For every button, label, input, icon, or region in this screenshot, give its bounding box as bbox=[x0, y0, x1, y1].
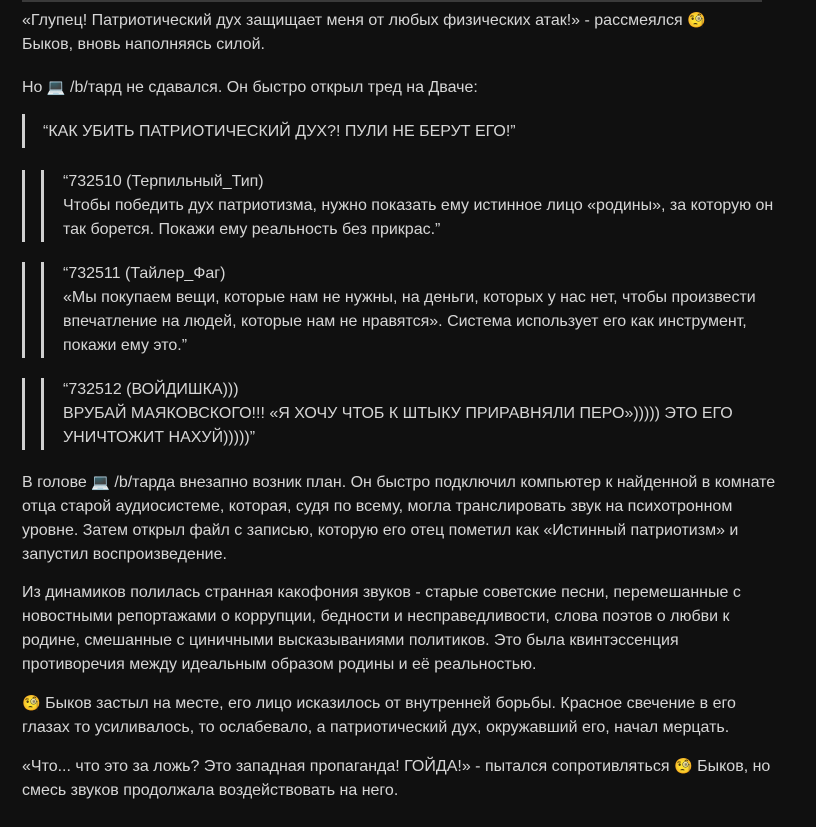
paragraph-2-text-a: Но bbox=[22, 79, 43, 96]
paragraph-2 bbox=[22, 75, 782, 100]
paragraph-1 bbox=[22, 8, 782, 57]
paragraph-1-text-b: Быков, вновь наполняясь силой. bbox=[22, 36, 265, 53]
post-number: “732511 bbox=[63, 265, 121, 282]
monocle-face-icon: 🧐 bbox=[673, 757, 693, 775]
post-author: (Тайлер_Фаг) bbox=[124, 265, 226, 282]
post-author: (Терпильный_Тип) bbox=[126, 173, 264, 190]
paragraph-3 bbox=[22, 470, 782, 567]
laptop-icon: 💻 bbox=[46, 78, 66, 96]
paragraph-3-text-a: В голове bbox=[22, 474, 87, 491]
post-text: «Мы покупаем вещи, которые нам не нужны, на деньги, которых у нас нет, чтобы произвести впечатление на людей, которые нам не нравятся». Система использует его как инструмент, покажи ему это.” bbox=[63, 289, 756, 354]
paragraph-2-text-b: /b/тард не сдавался. Он быстро открыл тред на Дваче: bbox=[70, 79, 478, 96]
post-732512 bbox=[22, 378, 782, 450]
paragraph-6-text-b: Быков, но смесь звуков продолжала воздействовать на него. bbox=[22, 758, 771, 799]
monocle-face-icon: 🧐 bbox=[687, 11, 706, 29]
thread-title: “КАК УБИТЬ ПАТРИОТИЧЕСКИЙ ДУХ?! ПУЛИ НЕ БЕРУТ ЕГО!” bbox=[43, 123, 516, 140]
message-body bbox=[22, 2, 782, 817]
post-number: “732510 bbox=[63, 173, 122, 190]
post-header bbox=[63, 378, 782, 402]
post-text: Чтобы победить дух патриотизма, нужно показать ему истинное лицо «родины», за которую он так борется. Покажи ему реальность без прикрас.” bbox=[63, 197, 774, 238]
paragraph-3-text-b: /b/тарда внезапно возник план. Он быстро подключил компьютер к найденной в комнате отца старой аудиосистеме, которая, судя по всему, могла транслировать звук на психотронном уровне. Затем открыл файл с записью, которую его отец пометил как «Истинный патриотизм» и запустил воспроизведение. bbox=[22, 474, 776, 563]
post-732510 bbox=[22, 170, 782, 242]
post-header bbox=[63, 170, 782, 194]
paragraph-4: Из динамиков полилась странная какофония звуков - старые советские песни, перемешанные с новостными репортажами о коррупции, бедности и несправедливости, слова поэтов о любви к родине, смешанные с циничными высказываниями политиков. Это была квинтэссенция противоречия между идеальным образом родины и её реальностью. bbox=[22, 584, 741, 673]
laptop-icon: 💻 bbox=[91, 473, 110, 491]
post-header bbox=[63, 262, 782, 286]
paragraph-6 bbox=[22, 754, 782, 803]
monocle-face-icon: 🧐 bbox=[22, 694, 41, 712]
paragraph-1-text-a: «Глупец! Патриотический дух защищает меня от любых физических атак!» - рассмеялся bbox=[22, 12, 683, 29]
paragraph-5-text: Быков застыл на месте, его лицо исказилось от внутренней борьбы. Красное свечение в его глазах то усиливалось, то ослабевало, а патриотический дух, окружавший его, начал мерцать. bbox=[22, 695, 736, 736]
thread-title-quote bbox=[22, 114, 782, 148]
post-text: ВРУБАЙ МАЯКОВСКОГО!!! «Я ХОЧУ ЧТОБ К ШТЫКУ ПРИРАВНЯЛИ ПЕРО»))))) ЭТО ЕГО УНИЧТОЖИТ НАХУЙ)))))” bbox=[63, 405, 733, 446]
paragraph-5 bbox=[22, 691, 782, 740]
post-number: “732512 bbox=[63, 381, 122, 398]
paragraph-6-text-a: «Что... что это за ложь? Это западная пропаганда! ГОЙДА!» - пытался сопротивляться bbox=[22, 758, 670, 775]
post-author: (ВОЙДИШКА))) bbox=[126, 381, 239, 398]
post-732511 bbox=[22, 262, 782, 358]
